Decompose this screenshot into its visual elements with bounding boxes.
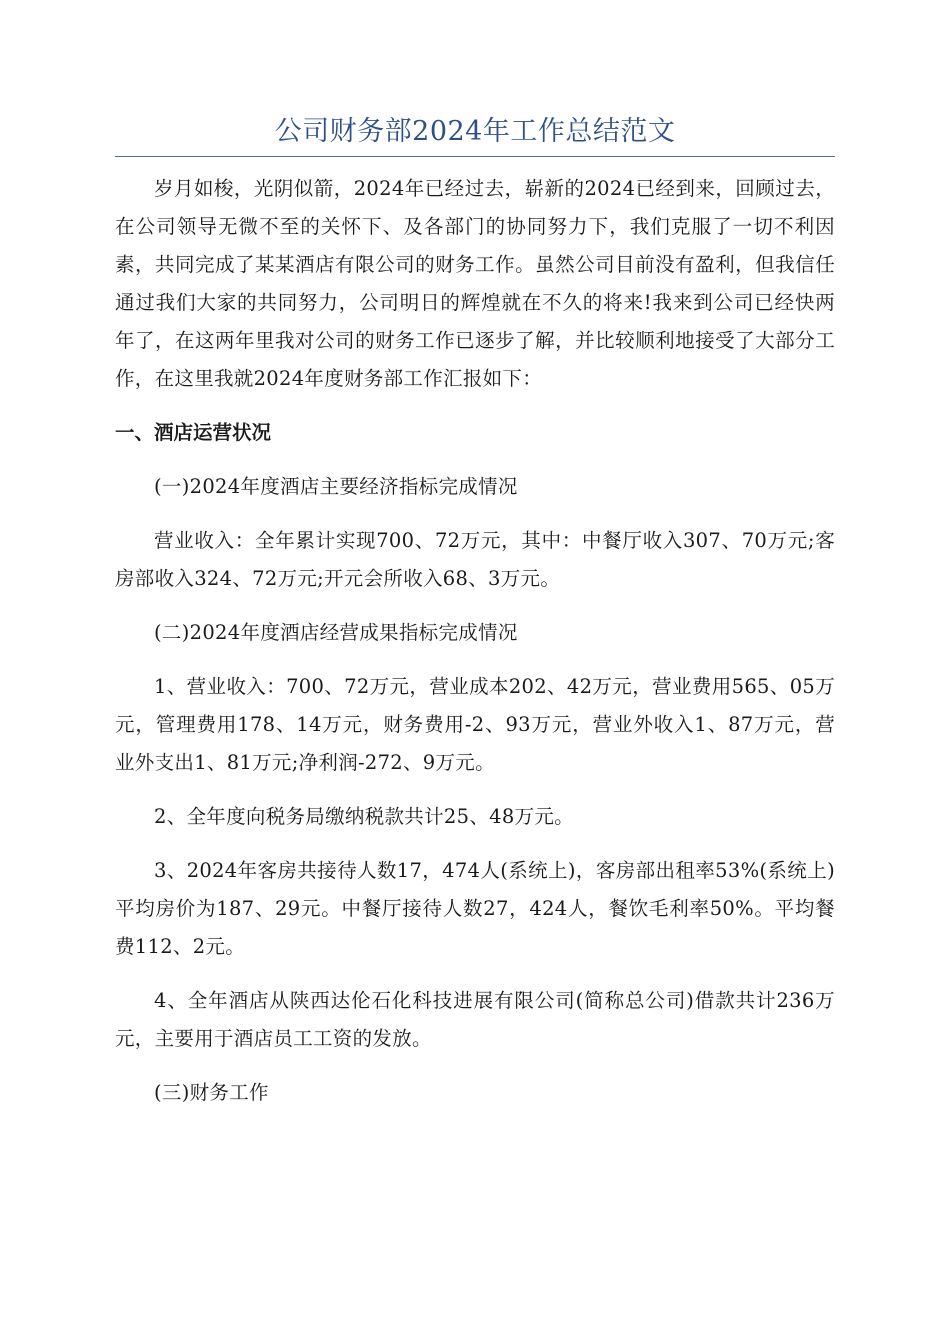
list-item-2: 2、全年度向税务局缴纳税款共计25、48万元。 (154, 805, 574, 828)
list-item-1: 1、营业收入：700、72万元，营业成本202、42万元，营业费用565、05万元，管理费用178、14万元，财务费用-2、93万元，营业外收入1、87万元，营业外支出1、81万元;净利润-272、9万元。 (115, 675, 835, 774)
subsection-title-1: (一)2024年度酒店主要经济指标完成情况 (154, 475, 518, 498)
list-item-3: 3、2024年客房共接待人数17，474人(系统上)，客房部出租率53%(系统上)平均房价为187、29元。中餐厅接待人数27，424人，餐饮毛利率50%。平均餐费112、2元。 (115, 859, 835, 958)
intro-paragraph: 岁月如梭，光阴似箭，2024年已经过去，崭新的2024已经到来，回顾过去，在公司领导无微不至的关怀下、及各部门的协同努力下，我们克服了一切不利因素，共同完成了某某酒店有限公司的财务工作。虽然公司目前没有盈利，但我信任通过我们大家的共同努力，公司明日的辉煌就在不久的将来!我来到公司已经快两年了，在这两年里我对公司的财务工作已逐步了解，并比较顺利地接受了大部分工作，在这里我就2024年度财务部工作汇报如下： (115, 177, 835, 390)
document-body (115, 170, 835, 1128)
subsection-title-2: (二)2024年度酒店经营成果指标完成情况 (154, 621, 518, 644)
document-title: 公司财务部2024年工作总结范文 (274, 116, 676, 147)
title-block (115, 112, 835, 157)
subsection-title-3: (三)财务工作 (154, 1081, 269, 1104)
section-heading-1: 一、酒店运营状况 (115, 421, 272, 444)
subsection-text-1: 营业收入：全年累计实现700、72万元，其中：中餐厅收入307、70万元;客房部收入324、72万元;开元会所收入68、3万元。 (115, 529, 835, 590)
list-item-4: 4、全年酒店从陕西达伦石化科技进展有限公司(简称总公司)借款共计236万元，主要用于酒店员工工资的发放。 (115, 989, 835, 1050)
